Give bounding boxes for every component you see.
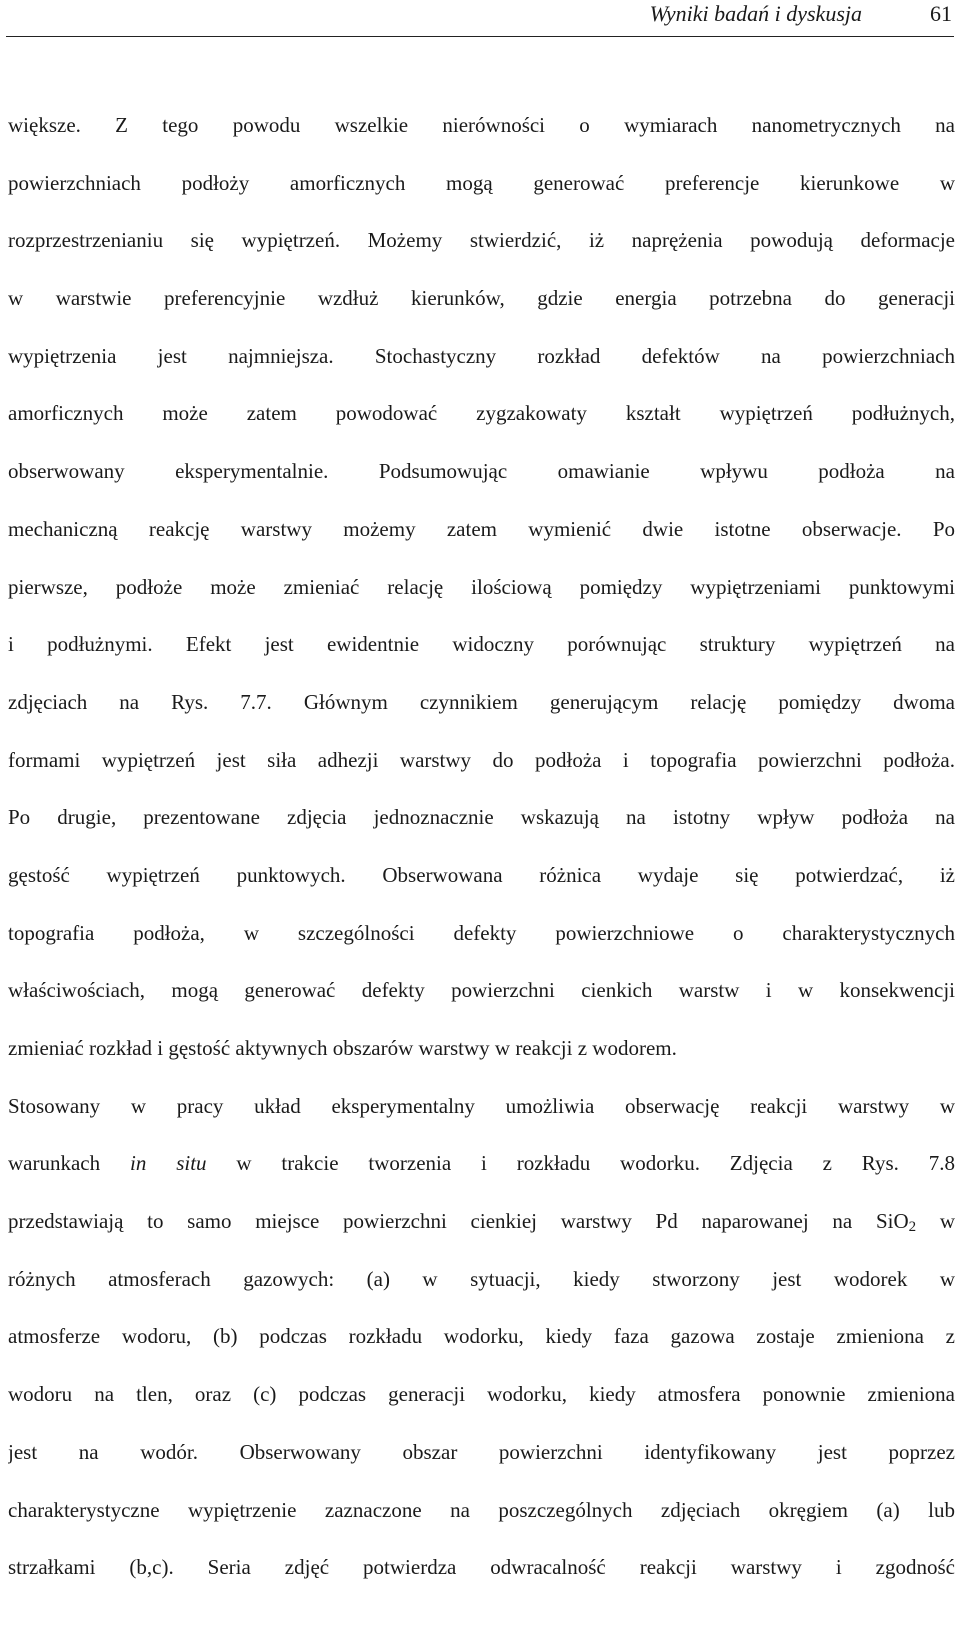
text-line: właściwościach, mogą generować defekty powierzchni cienkich warstw i w konsekwencji — [8, 978, 955, 1003]
running-header-title: Wyniki badań i dyskusja — [649, 1, 862, 26]
paragraph-end-line: zmieniać rozkład i gęstość aktywnych obszarów warstwy w reakcji z wodorem. — [8, 1036, 677, 1060]
text-line: zdjęciach na Rys. 7.7. Głównym czynnikiem generującym relację pomiędzy dwoma — [8, 689, 955, 714]
text-line: większe. Z tego powodu wszelkie nierówności o wymiarach nanometrycznych na — [8, 113, 955, 137]
text-run — [146, 1151, 176, 1175]
body-text — [8, 97, 955, 1597]
text-line: i podłużnymi. Efekt jest ewidentnie widoczny porównując struktury wypiętrzeń na — [8, 632, 955, 657]
text-line: topografia podłoża, w szczególności defekty powierzchniowe o charakterystycznych — [8, 920, 955, 945]
text-line: pierwsze, podłoże może zmieniać relację ilościową pomiędzy wypiętrzeniami punktowymi — [8, 574, 955, 599]
text-line: powierzchniach podłoży amorficznych mogą generować preferencje kierunkowe w — [8, 170, 955, 195]
text-run: warunkach — [8, 1151, 130, 1176]
page-number: 61 — [930, 1, 952, 26]
text-line: strzałkami (b,c). Seria zdjęć potwierdza odwracalność reakcji warstwy i zgodność — [8, 1555, 955, 1580]
text-line: mechaniczną reakcję warstwy możemy zatem wymienić dwie istotne obserwacje. Po — [8, 516, 955, 541]
text-run: w trakcie tworzenia i rozkładu wodorku. Zdjęcia z Rys. 7.8 — [206, 1151, 955, 1176]
text-line: różnych atmosferach gazowych: (a) w sytuacji, kiedy stworzony jest wodorek w — [8, 1266, 955, 1291]
text-line: charakterystyczne wypiętrzenie zaznaczone na poszczególnych zdjęciach okręgiem (a) lub — [8, 1497, 955, 1522]
text-line: wodoru na tlen, oraz (c) podczas generacji wodorku, kiedy atmosfera ponownie zmieniona — [8, 1382, 955, 1407]
text-run: w — [916, 1209, 955, 1234]
italic-term: situ — [176, 1151, 207, 1176]
text-line: obserwowany eksperymentalnie. Podsumowując omawianie wpływu podłoża na — [8, 459, 955, 484]
text-line-with-subscript — [8, 1193, 955, 1251]
text-line: wypiętrzenia jest najmniejsza. Stochastyczny rozkład defektów na powierzchniach — [8, 343, 955, 368]
text-line: formami wypiętrzeń jest siła adhezji warstwy do podłoża i topografia powierzchni podłoża. — [8, 747, 955, 772]
text-line: Po drugie, prezentowane zdjęcia jednoznacznie wskazują na istotny wpływ podłoża na — [8, 805, 955, 830]
subscript: 2 — [908, 1219, 917, 1236]
text-line: rozprzestrzenianiu się wypiętrzeń. Możemy stwierdzić, iż naprężenia powodują deformacje — [8, 228, 955, 253]
text-run: przedstawiają to samo miejsce powierzchni cienkiej warstwy Pd naparowanej na SiO — [8, 1209, 909, 1234]
text-line: atmosferze wodoru, (b) podczas rozkładu wodorku, kiedy faza gazowa zostaje zmieniona z — [8, 1324, 955, 1349]
page-header — [0, 0, 960, 34]
text-line: amorficznych może zatem powodować zygzakowaty kształt wypiętrzeń podłużnych, — [8, 401, 955, 426]
text-line: w warstwie preferencyjnie wzdłuż kierunków, gdzie energia potrzebna do generacji — [8, 286, 955, 311]
italic-term: in — [129, 1151, 147, 1176]
text-line-with-italic — [8, 1135, 955, 1193]
text-line: gęstość wypiętrzeń punktowych. Obserwowana różnica wydaje się potwierdzać, iż — [8, 862, 955, 887]
text-line: Stosowany w pracy układ eksperymentalny umożliwia obserwację reakcji warstwy w — [8, 1093, 955, 1118]
text-line: jest na wodór. Obserwowany obszar powierzchni identyfikowany jest poprzez — [8, 1439, 955, 1464]
header-rule — [6, 36, 954, 37]
